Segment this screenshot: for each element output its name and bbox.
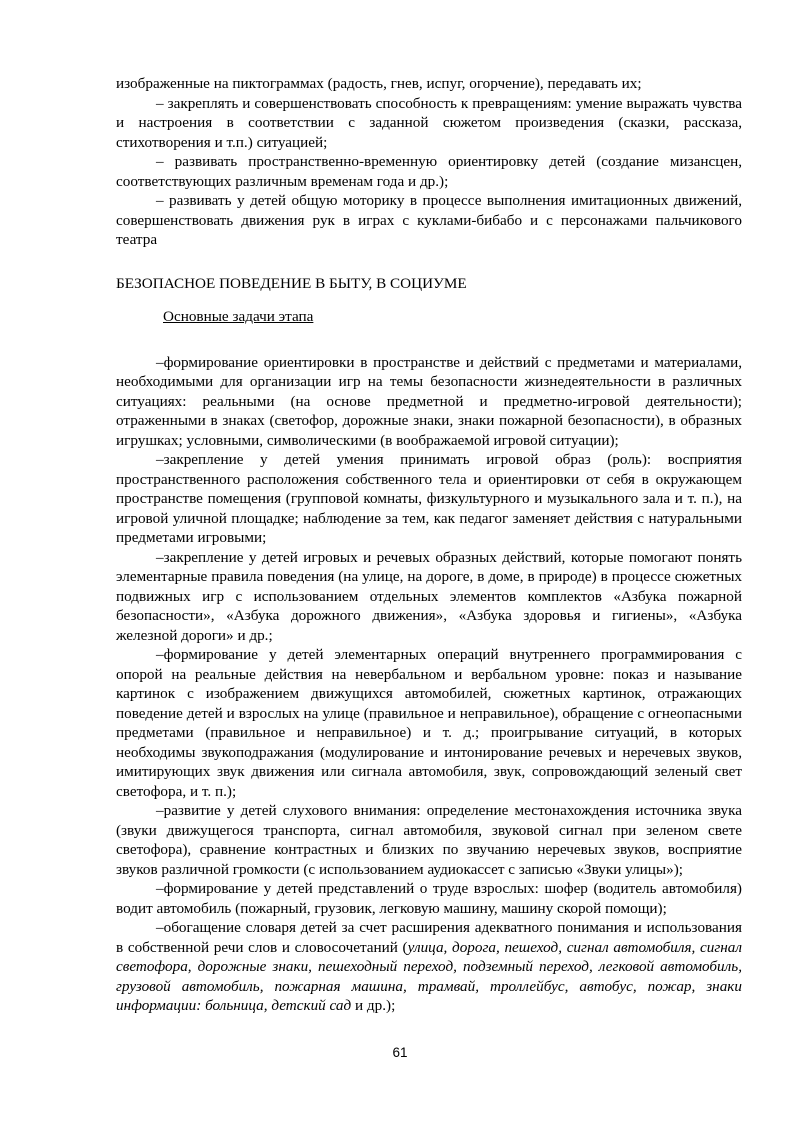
paragraph: – развивать у детей общую моторику в процессе выполнения имитационных движений, совершенствовать движения рук в играх с куклами-бибабо и с персонажами пальчикового театра	[116, 192, 742, 248]
task-item: –формирование у детей представлений о труде взрослых: шофер (водитель автомобиля) водит автомобиль (пожарный, грузовик, легковую машину, машину скорой помощи);	[116, 880, 742, 917]
task-item: –формирование у детей элементарных операций внутреннего программирования с опорой на реальные действия на невербальном и вербальном уровне: показ и называние картинок с изображением движущихся автомобилей, сюжетных картинок, отражающих поведение детей и взрослых на улице (правильное и неправильное), обращение с огнеопасными предметами (правильное и неправильное) и т. д.; проигрывание ситуаций, в которых необходимы звукоподражания (модулирование и интонирование речевых и неречевых звуков, имитирующих звук движения или сигнала автомобиля, звук, сопровождающий зеленый свет светофора, и т. п.);	[116, 646, 742, 800]
spacer	[116, 327, 742, 353]
section-heading: БЕЗОПАСНОЕ ПОВЕДЕНИЕ В БЫТУ, В СОЦИУМЕ	[116, 274, 467, 292]
paragraph: изображенные на пиктограммах (радость, гнев, испуг, огорчение), передавать их;	[116, 75, 642, 92]
task-item: –формирование ориентировки в пространстве и действий с предметами и материалами, необходимыми для организации игр на темы безопасности жизнедеятельности в различных ситуациях: реальными (на основе предметной и предметно-игровой деятельности); отраженными в знаках (светофор, дорожные знаки, знаки пожарной безопасности), в образных игрушках; условными, символическими (в воображаемой игровой ситуации);	[116, 353, 742, 449]
task-item: –закрепление у детей умения принимать игровой образ (роль): восприятия пространственного расположения собственного тела и ориентировки от себя в окружающем пространстве помещения (групповой комнаты, физкультурного и музыкального зала и т. п.), на игровой уличной площадке; наблюдение за тем, как педагог заменяет действия с натуральными предметами игровыми;	[116, 451, 742, 546]
paragraph: – закреплять и совершенствовать способность к превращениям: умение выражать чувства и настроения в соответствии с заданной сюжетом произведения (сказки, рассказа, стихотворения и т.п.) ситуацией;	[116, 94, 742, 151]
task-item: –закрепление у детей игровых и речевых образных действий, которые помогают понять элементарные правила поведения (на улице, на дороге, в доме, в природе) в процессе сюжетных подвижных игр с использованием отдельных элементов комплектов «Азбука пожарной безопасности», «Азбука дорожного движения», «Азбука здоровья и гигиены», «Азбука железной дороги» и др.;	[116, 548, 742, 644]
task-item	[116, 918, 742, 1016]
task-text: –обогащение словаря детей за счет расширения адекватного понимания и использования в собственной речи слов и словосочетаний (	[116, 919, 742, 956]
task-vocabulary-italic: улица, дорога, пешеход, сигнал автомобиля, сигнал светофора, дорожные знаки, пешеходный переход, подземный переход, легковой автомобиль, грузовой автомобиль, пожарная машина, трамвай, троллейбус, автобус, пожар, знаки информации: больница, детский сад	[116, 938, 743, 1014]
page-number: 61	[392, 1045, 408, 1060]
section-subheading: Основные задачи этапа	[163, 308, 314, 325]
task-item: –развитие у детей слухового внимания: определение местонахождения источника звука (звуки движущегося транспорта, сигнал автомобиля, звуковой сигнал при зеленом свете светофора), сравнение контрастных и близких по звучанию неречевых звуков, восприятие звуков различной громкости (с использованием аудиокассет с записью «Звуки улицы»);	[116, 802, 742, 878]
document-page	[116, 74, 742, 1016]
task-text-end: и др.);	[351, 997, 396, 1014]
paragraph: – развивать пространственно-временную ориентировку детей (создание мизансцен, соответствующих различным временам года и др.);	[116, 153, 742, 190]
